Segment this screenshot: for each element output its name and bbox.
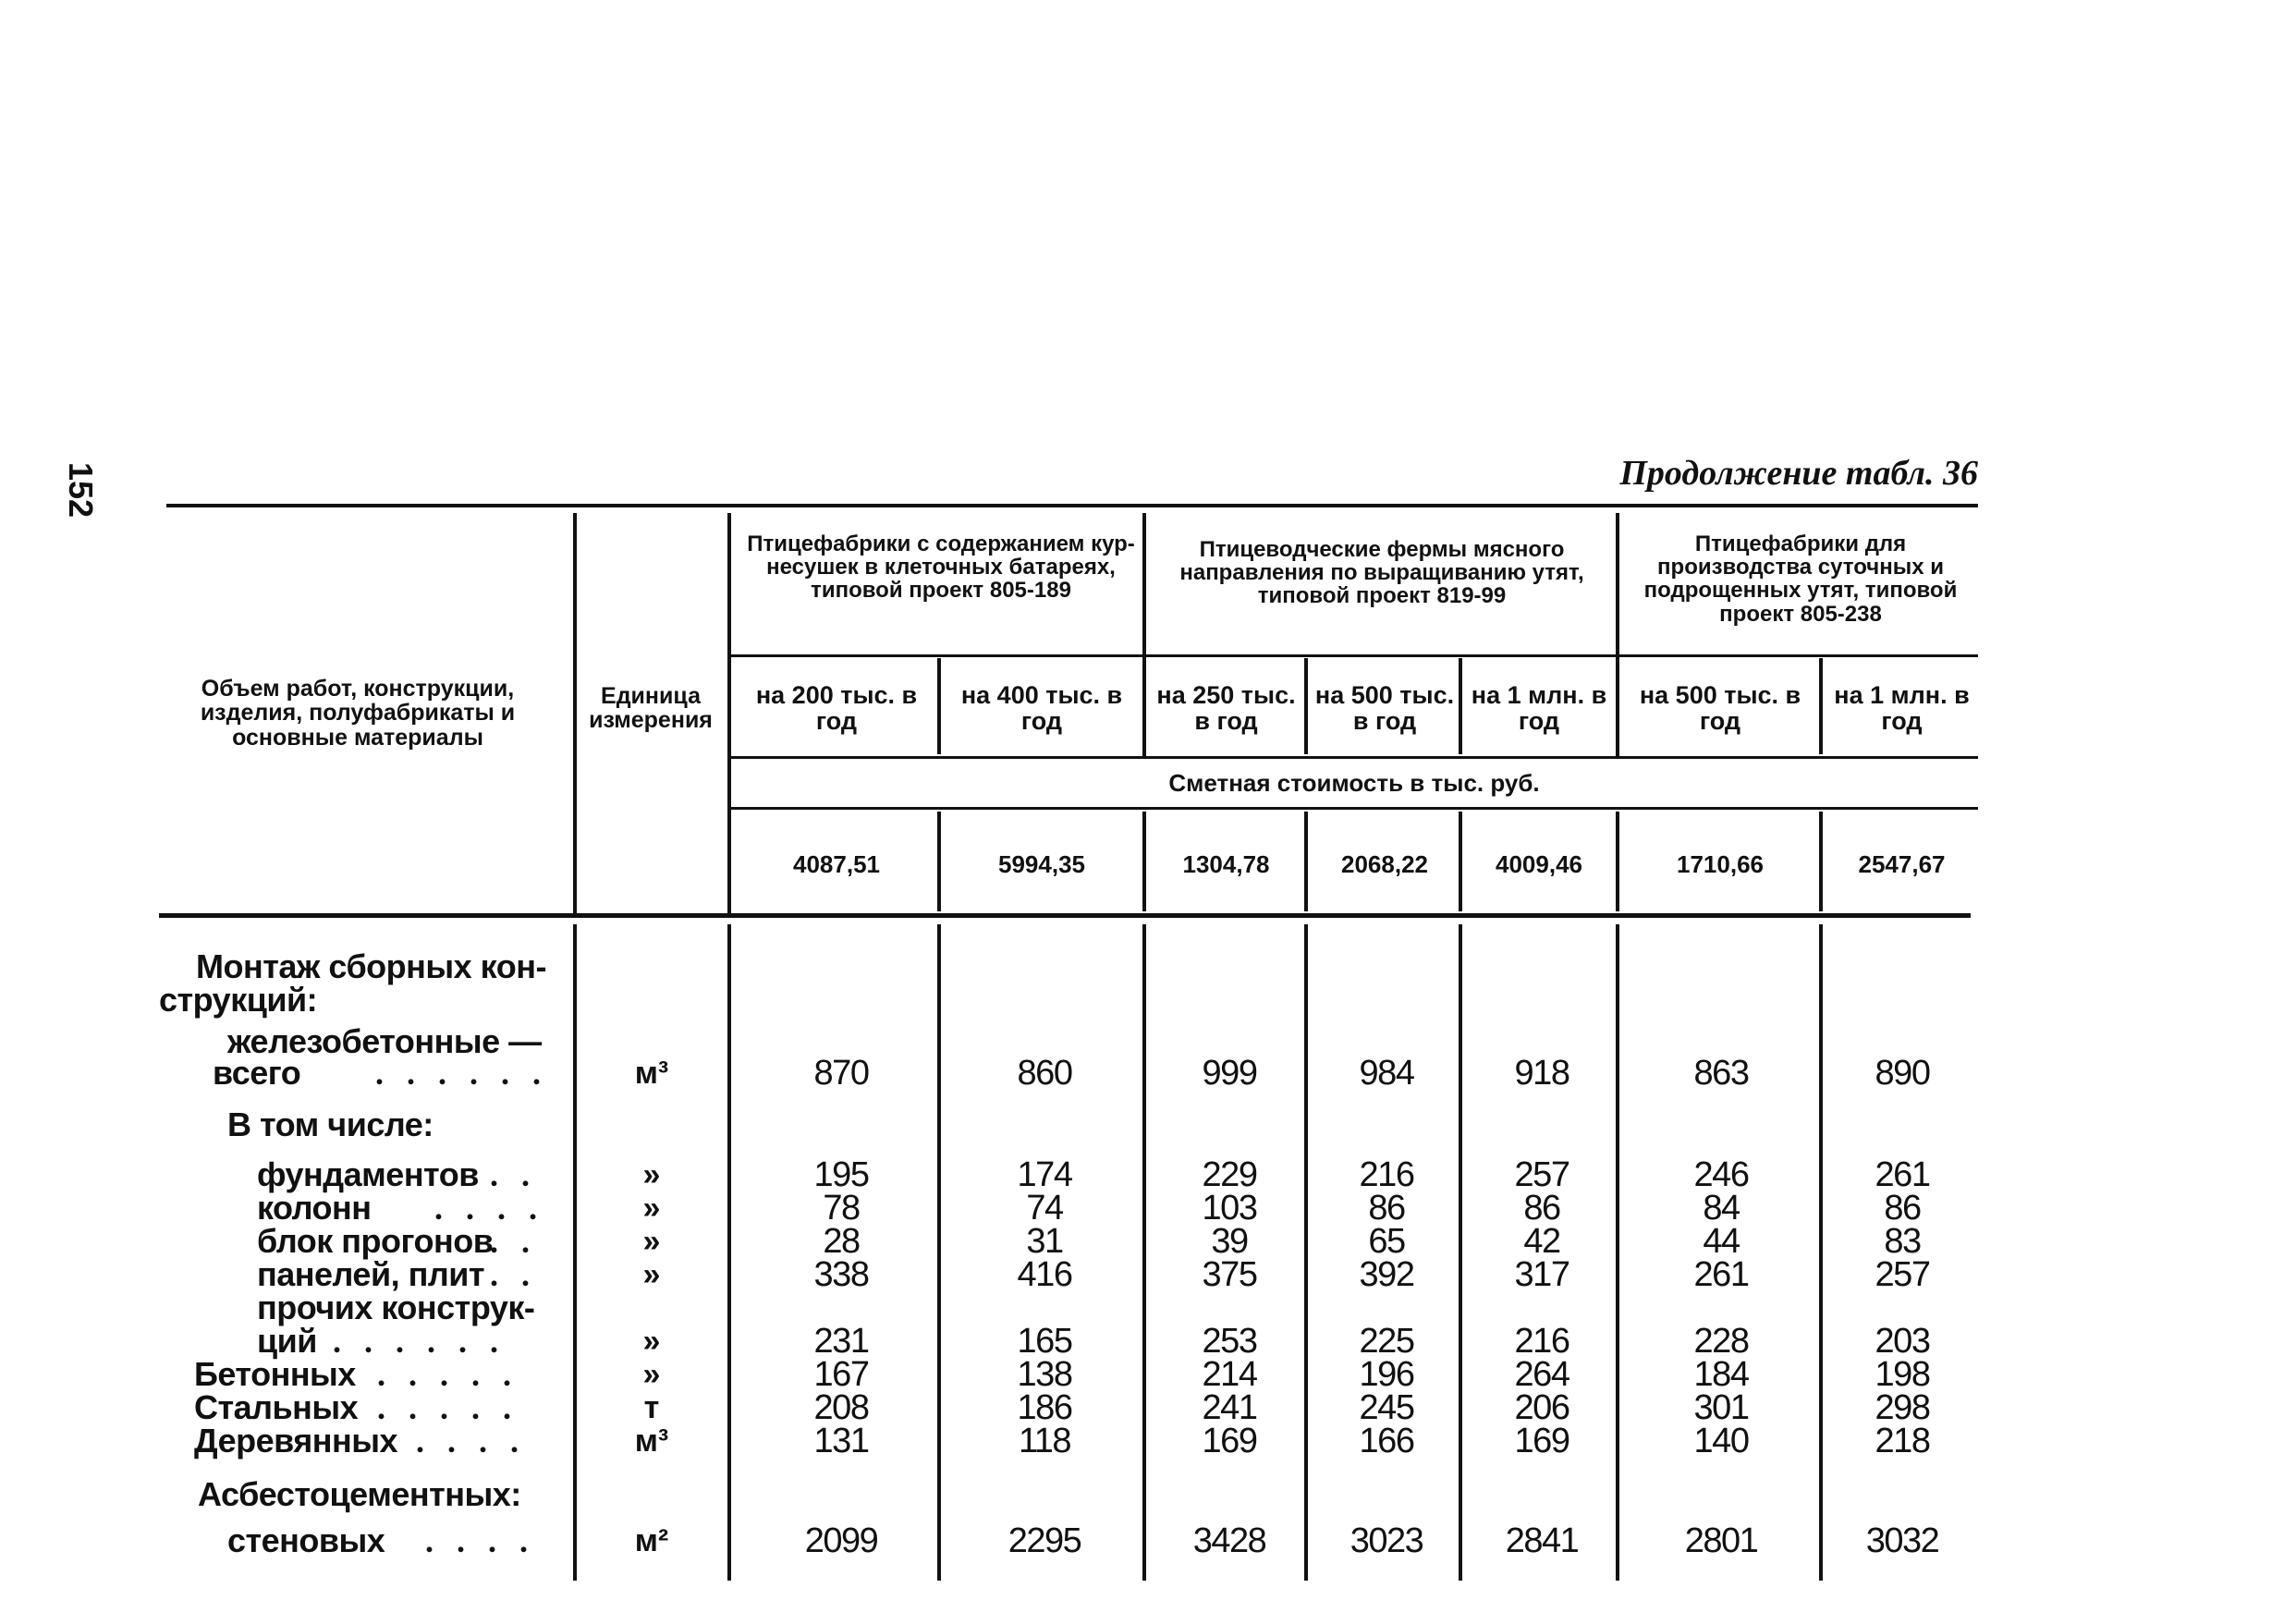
- table-cell: 31: [1026, 1222, 1063, 1261]
- row-label: ций: [257, 1322, 317, 1360]
- row-leader-dots: . . . .: [425, 1522, 535, 1559]
- header-group-3: Птицефабрики для производства суточных и подрощенных утят, типовой проект 805-238: [1643, 531, 1958, 627]
- subheader-bottom-rule: [730, 756, 1978, 759]
- col-divider-g3: [1616, 513, 1619, 756]
- table-cell: 39: [1211, 1222, 1248, 1261]
- col-divider-g1: [727, 513, 731, 918]
- table-cell: 203: [1875, 1322, 1930, 1361]
- table-cell: 84: [1703, 1189, 1740, 1227]
- table-cell: 216: [1514, 1322, 1569, 1361]
- table-cell: 231: [813, 1322, 869, 1361]
- table-cell: 65: [1368, 1222, 1405, 1261]
- section-title: Монтаж сборных кон- струкций:: [159, 947, 546, 1019]
- col-divider-g2-body: [1142, 924, 1146, 1581]
- table-cell: 186: [1017, 1388, 1072, 1427]
- subheader-col-2: на 400 тыс. в год: [960, 681, 1123, 736]
- estimate-bottom-rule: [730, 807, 1978, 810]
- table-cell: 261: [1875, 1155, 1930, 1194]
- table-cell: 870: [813, 1054, 869, 1093]
- col-divider-c4: [1304, 658, 1308, 754]
- table-cell: 863: [1693, 1054, 1749, 1093]
- table-cell: 225: [1359, 1322, 1414, 1361]
- table-cell: 392: [1359, 1255, 1414, 1294]
- row-unit: »: [642, 1224, 661, 1259]
- col-divider-c4-cost: [1304, 812, 1308, 911]
- table-cell: 245: [1359, 1388, 1414, 1427]
- table-cell: 246: [1693, 1155, 1749, 1194]
- table-cell: 301: [1693, 1388, 1749, 1427]
- row-label: Бетонных: [194, 1355, 356, 1393]
- row-unit: м²: [634, 1523, 669, 1558]
- table-cell: 166: [1359, 1422, 1414, 1460]
- table-cell: 264: [1514, 1355, 1569, 1394]
- header-object-column: Объем работ, конструкции, изделия, полуфабрикаты и основные материалы: [200, 676, 516, 751]
- table-cell: 118: [1018, 1422, 1071, 1460]
- table-cell: 890: [1875, 1054, 1930, 1093]
- col-divider-g3-cost: [1616, 812, 1619, 911]
- table-cell: 2295: [1008, 1521, 1081, 1560]
- table-cell: 214: [1202, 1355, 1257, 1394]
- table-cell: 253: [1202, 1322, 1257, 1361]
- table-cell: 3032: [1865, 1521, 1939, 1560]
- col-divider-unit-body: [573, 924, 577, 1581]
- row-label: Деревянных: [194, 1422, 398, 1460]
- col-divider-c2-cost: [937, 812, 941, 911]
- row-unit: т: [643, 1390, 660, 1425]
- row-unit: »: [642, 1257, 661, 1292]
- row-label: панелей, плит: [257, 1255, 484, 1293]
- table-cell: 169: [1202, 1422, 1257, 1460]
- col-divider-c7-cost: [1819, 812, 1823, 911]
- col-divider-c4-body: [1304, 924, 1308, 1581]
- table-cell: 74: [1026, 1189, 1063, 1227]
- row-leader-dots: . . . .: [416, 1423, 526, 1460]
- row-leader-dots: . .: [490, 1223, 537, 1260]
- table-cell: 42: [1523, 1222, 1560, 1261]
- table-cell: 174: [1017, 1155, 1072, 1194]
- table-cell: 375: [1202, 1255, 1257, 1294]
- table-cell: 229: [1202, 1155, 1257, 1194]
- table-cell: 317: [1514, 1255, 1569, 1294]
- table-cell: 196: [1359, 1355, 1414, 1394]
- page-number: 152: [62, 462, 100, 519]
- table-cell: 140: [1693, 1422, 1749, 1460]
- table-cell: 298: [1875, 1388, 1930, 1427]
- subheader-col-6: на 500 тыс. в год: [1639, 681, 1801, 736]
- col-divider-g2: [1142, 513, 1146, 756]
- subheader-col-1: на 200 тыс. в год: [755, 681, 918, 736]
- other-constructions-label: прочих конструк-: [257, 1289, 535, 1326]
- subtitle-reinforced-concrete: железобетонные —: [227, 1022, 542, 1060]
- table-cell: 184: [1693, 1355, 1749, 1394]
- table-cell: 999: [1202, 1054, 1257, 1093]
- table-cell: 257: [1514, 1155, 1569, 1194]
- row-label: блок прогонов: [257, 1222, 494, 1260]
- col-divider-c5: [1459, 658, 1462, 754]
- table-cell: 78: [823, 1189, 860, 1227]
- table-cell: 206: [1514, 1388, 1569, 1427]
- table-cell: 228: [1693, 1322, 1749, 1361]
- row-unit: »: [642, 1191, 661, 1226]
- col-divider-c5-cost: [1459, 812, 1462, 911]
- row-unit: »: [642, 1357, 661, 1392]
- row-label: колонн: [257, 1189, 372, 1227]
- header-unit-column: Единица измерения: [589, 683, 713, 734]
- in-total-label: В том числе:: [227, 1105, 434, 1143]
- row-label: Стальных: [194, 1388, 359, 1426]
- col-divider-c7: [1819, 658, 1823, 754]
- subheader-col-5: на 1 млн. в год: [1471, 681, 1607, 736]
- table-cell: 138: [1017, 1355, 1072, 1394]
- cost-col-5: 4009,46: [1496, 850, 1582, 878]
- table-cell: 2841: [1505, 1521, 1579, 1560]
- asbestos-label: Асбестоцементных:: [198, 1475, 521, 1513]
- row-unit: »: [642, 1157, 661, 1192]
- table-cell: 2099: [804, 1521, 878, 1560]
- col-divider-c2-body: [937, 924, 941, 1581]
- row-leader-dots: . .: [490, 1256, 537, 1293]
- table-cell: 2801: [1684, 1521, 1758, 1560]
- row-leader-dots: . . . . .: [377, 1356, 519, 1393]
- table-cell: 28: [823, 1222, 860, 1261]
- subheader-col-3: на 250 тыс. в год: [1156, 681, 1296, 736]
- row-unit: м³: [634, 1423, 669, 1459]
- table-cell: 3023: [1350, 1521, 1423, 1560]
- estimated-cost-label: Сметная стоимость в тыс. руб.: [1168, 769, 1540, 797]
- row-label: фундаментов: [257, 1155, 479, 1193]
- row-label: стеновых: [227, 1521, 385, 1559]
- cost-col-3: 1304,78: [1182, 850, 1270, 878]
- table-cell: 83: [1884, 1222, 1921, 1261]
- table-top-rule: [166, 504, 1978, 507]
- table-cell: 103: [1202, 1189, 1257, 1227]
- table-cell: 261: [1693, 1255, 1749, 1294]
- col-divider-c2: [937, 658, 941, 754]
- table-cell: 338: [813, 1255, 869, 1294]
- table-cell: 216: [1359, 1155, 1414, 1194]
- header-bottom-rule: [159, 913, 1971, 918]
- table-cell: 860: [1017, 1054, 1072, 1093]
- table-cell: 169: [1514, 1422, 1569, 1460]
- table-cell: 165: [1017, 1322, 1072, 1361]
- table-cell: 416: [1017, 1255, 1072, 1294]
- col-divider-g1-body: [727, 924, 731, 1581]
- table-cell: 86: [1523, 1189, 1560, 1227]
- table-cell: 918: [1514, 1054, 1569, 1093]
- row-leader-dots: . . . . .: [377, 1389, 519, 1426]
- col-divider-g2-cost: [1142, 812, 1146, 911]
- table-cell: 241: [1202, 1388, 1257, 1427]
- cost-col-1: 4087,51: [793, 850, 880, 878]
- table-cell: 131: [813, 1422, 869, 1460]
- table-cell: 86: [1884, 1189, 1921, 1227]
- cost-col-4: 2068,22: [1341, 850, 1428, 878]
- col-divider-unit: [573, 513, 577, 918]
- table-cell: 208: [813, 1388, 869, 1427]
- table-cell: 198: [1875, 1355, 1930, 1394]
- subheader-col-4: на 500 тыс. в год: [1314, 681, 1455, 736]
- cost-col-2: 5994,35: [998, 850, 1085, 878]
- table-cell: 86: [1368, 1189, 1405, 1227]
- col-divider-g3-body: [1616, 924, 1619, 1581]
- row-leader-dots: . . . . . .: [333, 1323, 506, 1360]
- row-unit: »: [642, 1324, 661, 1359]
- cost-col-6: 1710,66: [1677, 850, 1764, 878]
- header-group-2: Птицеводческие фермы мясного направления по выращиванию утят, типовой проект 819-99: [1179, 537, 1584, 609]
- subheader-col-7: на 1 млн. в год: [1834, 681, 1970, 736]
- row-unit: м³: [634, 1056, 669, 1091]
- col-divider-c7-body: [1819, 924, 1823, 1581]
- row-leader-dots: . . . . . .: [375, 1055, 548, 1092]
- table-cell: 984: [1359, 1054, 1414, 1093]
- header-group-1: Птицефабрики с содержанием кур-несушек в клеточных батареях, типовой проект 805-189: [747, 531, 1135, 604]
- cost-col-7: 2547,67: [1858, 850, 1946, 878]
- row-leader-dots: . . . .: [434, 1190, 544, 1227]
- table-cell: 3428: [1192, 1521, 1266, 1560]
- group-bottom-rule: [730, 654, 1978, 657]
- row-leader-dots: . .: [490, 1156, 537, 1193]
- table-continuation-title: Продолжение табл. 36: [1619, 454, 1978, 493]
- table-cell: 44: [1703, 1222, 1740, 1261]
- table-cell: 167: [813, 1355, 869, 1394]
- table-cell: 218: [1875, 1422, 1930, 1460]
- table-cell: 195: [813, 1155, 869, 1194]
- table-cell: 257: [1875, 1255, 1930, 1294]
- row-label: всего: [213, 1054, 301, 1092]
